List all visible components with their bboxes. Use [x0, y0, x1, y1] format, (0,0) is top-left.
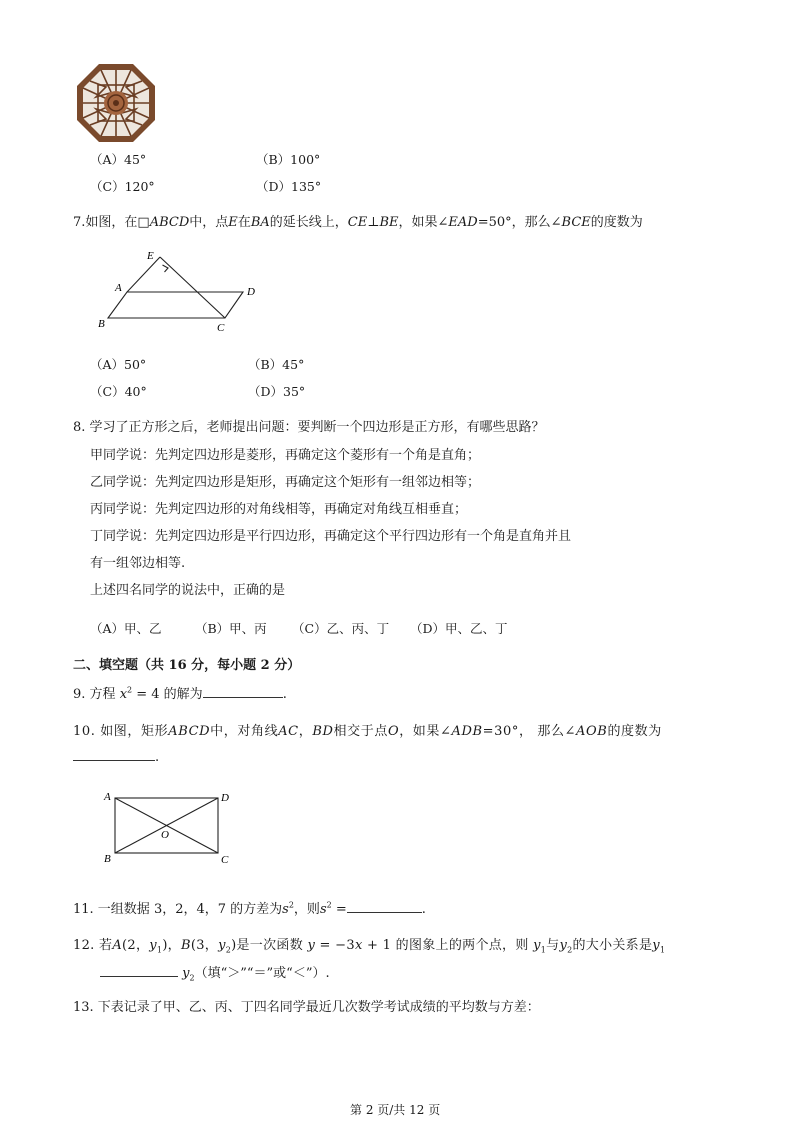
q11-answer-blank[interactable] — [347, 900, 422, 913]
q10-answer-blank[interactable] — [73, 748, 155, 761]
q8-line-ding: 丁同学说：先判定四边形是平行四边形，再确定这个平行四边形有一个角是直角并且 — [90, 529, 572, 544]
q8-intro: 8. 学习了正方形之后，老师提出问题：要判断一个四边形是正方形，有哪些思路？ — [73, 420, 545, 435]
q6-option-c: （C）120° — [90, 179, 155, 194]
q12-line2: $y_2$（填“＞”“＝”或“＜”）. — [100, 962, 330, 983]
q8-line-bing: 丙同学说：先判定四边形的对角线相等，再确定对角线互相垂直； — [90, 502, 468, 517]
q7-figure — [90, 245, 270, 335]
q10-question: 10. 如图，矩形ABCD中，对角线AC，BD相交于点O，如果∠ADB=30°， 那么∠AOB的度数为 — [73, 724, 662, 739]
q11-question: 11. 一组数据 3，2，4，7 的方差为$s^2$，则$s^2$ = . — [73, 900, 426, 917]
page-footer: 第 2 页/共 12 页 — [350, 1103, 441, 1117]
q12-question: 12. 若A(2，$y_1$)，B(3，$y_2$)是一次函数 y = −3x + 1 的图象上的两个点，则 $y_1$与$y_2$的大小关系是$y_1$ — [73, 938, 666, 955]
octagon-window-image — [76, 63, 156, 143]
q7-option-b: （B）45° — [248, 357, 305, 372]
q6-option-d: （D）135° — [256, 179, 322, 194]
q8-option-b: （B）甲、丙 — [195, 621, 267, 636]
q6-option-b: （B）100° — [256, 152, 321, 167]
section-title: 二、填空题（共 16 分，每小题 2 分） — [73, 658, 301, 673]
q10-answer-line: . — [73, 748, 159, 765]
q10-label-o: O — [161, 829, 169, 841]
q7-label-d: D — [247, 286, 255, 298]
q9-question: 9. 方程 $x^2 = 4$ 的解为 . — [73, 685, 287, 702]
q12-answer-blank[interactable] — [100, 964, 178, 977]
q6-figure — [76, 63, 156, 143]
q7-label-a: A — [115, 282, 122, 294]
q7-option-d: （D）35° — [248, 384, 306, 399]
q6-option-a: （A）45° — [90, 152, 147, 167]
q8-line-yi: 乙同学说：先判定四边形是矩形，再确定这个矩形有一组邻边相等； — [90, 475, 481, 490]
q10-label-b: B — [104, 853, 111, 865]
q10-label-a: A — [104, 791, 111, 803]
q8-line-jia: 甲同学说：先判定四边形是菱形，再确定这个菱形有一个角是直角； — [90, 448, 481, 463]
q8-option-d: （D）甲、乙、丁 — [410, 621, 508, 636]
q7-option-c: （C）40° — [90, 384, 147, 399]
q8-line-ding-cont: 有一组邻边相等. — [90, 556, 186, 571]
q7-label-c: C — [217, 322, 225, 334]
q8-option-a: （A）甲、乙 — [90, 621, 162, 636]
q7-label-e: E — [147, 250, 154, 262]
q13-question: 13. 下表记录了甲、乙、丙、丁四名同学最近几次数学考试成绩的平均数与方差： — [73, 1000, 540, 1015]
q7-option-a: （A）50° — [90, 357, 147, 372]
q9-answer-blank[interactable] — [203, 685, 283, 698]
q7-question: 7.如图，在□ABCD中，点E在BA的延长线上，CE⊥BE，如果∠EAD=50°，那么∠BCE的度数为 — [73, 215, 643, 230]
q10-label-c: C — [221, 854, 229, 866]
q8-option-c: （C）乙、丙、丁 — [292, 621, 390, 636]
q8-line-question: 上述四名同学的说法中，正确的是 — [90, 583, 286, 598]
q10-label-d: D — [221, 792, 229, 804]
rectangle-diagram — [100, 787, 245, 867]
parallelogram-diagram — [90, 245, 270, 335]
q7-label-b: B — [98, 318, 105, 330]
q10-figure — [100, 787, 245, 867]
